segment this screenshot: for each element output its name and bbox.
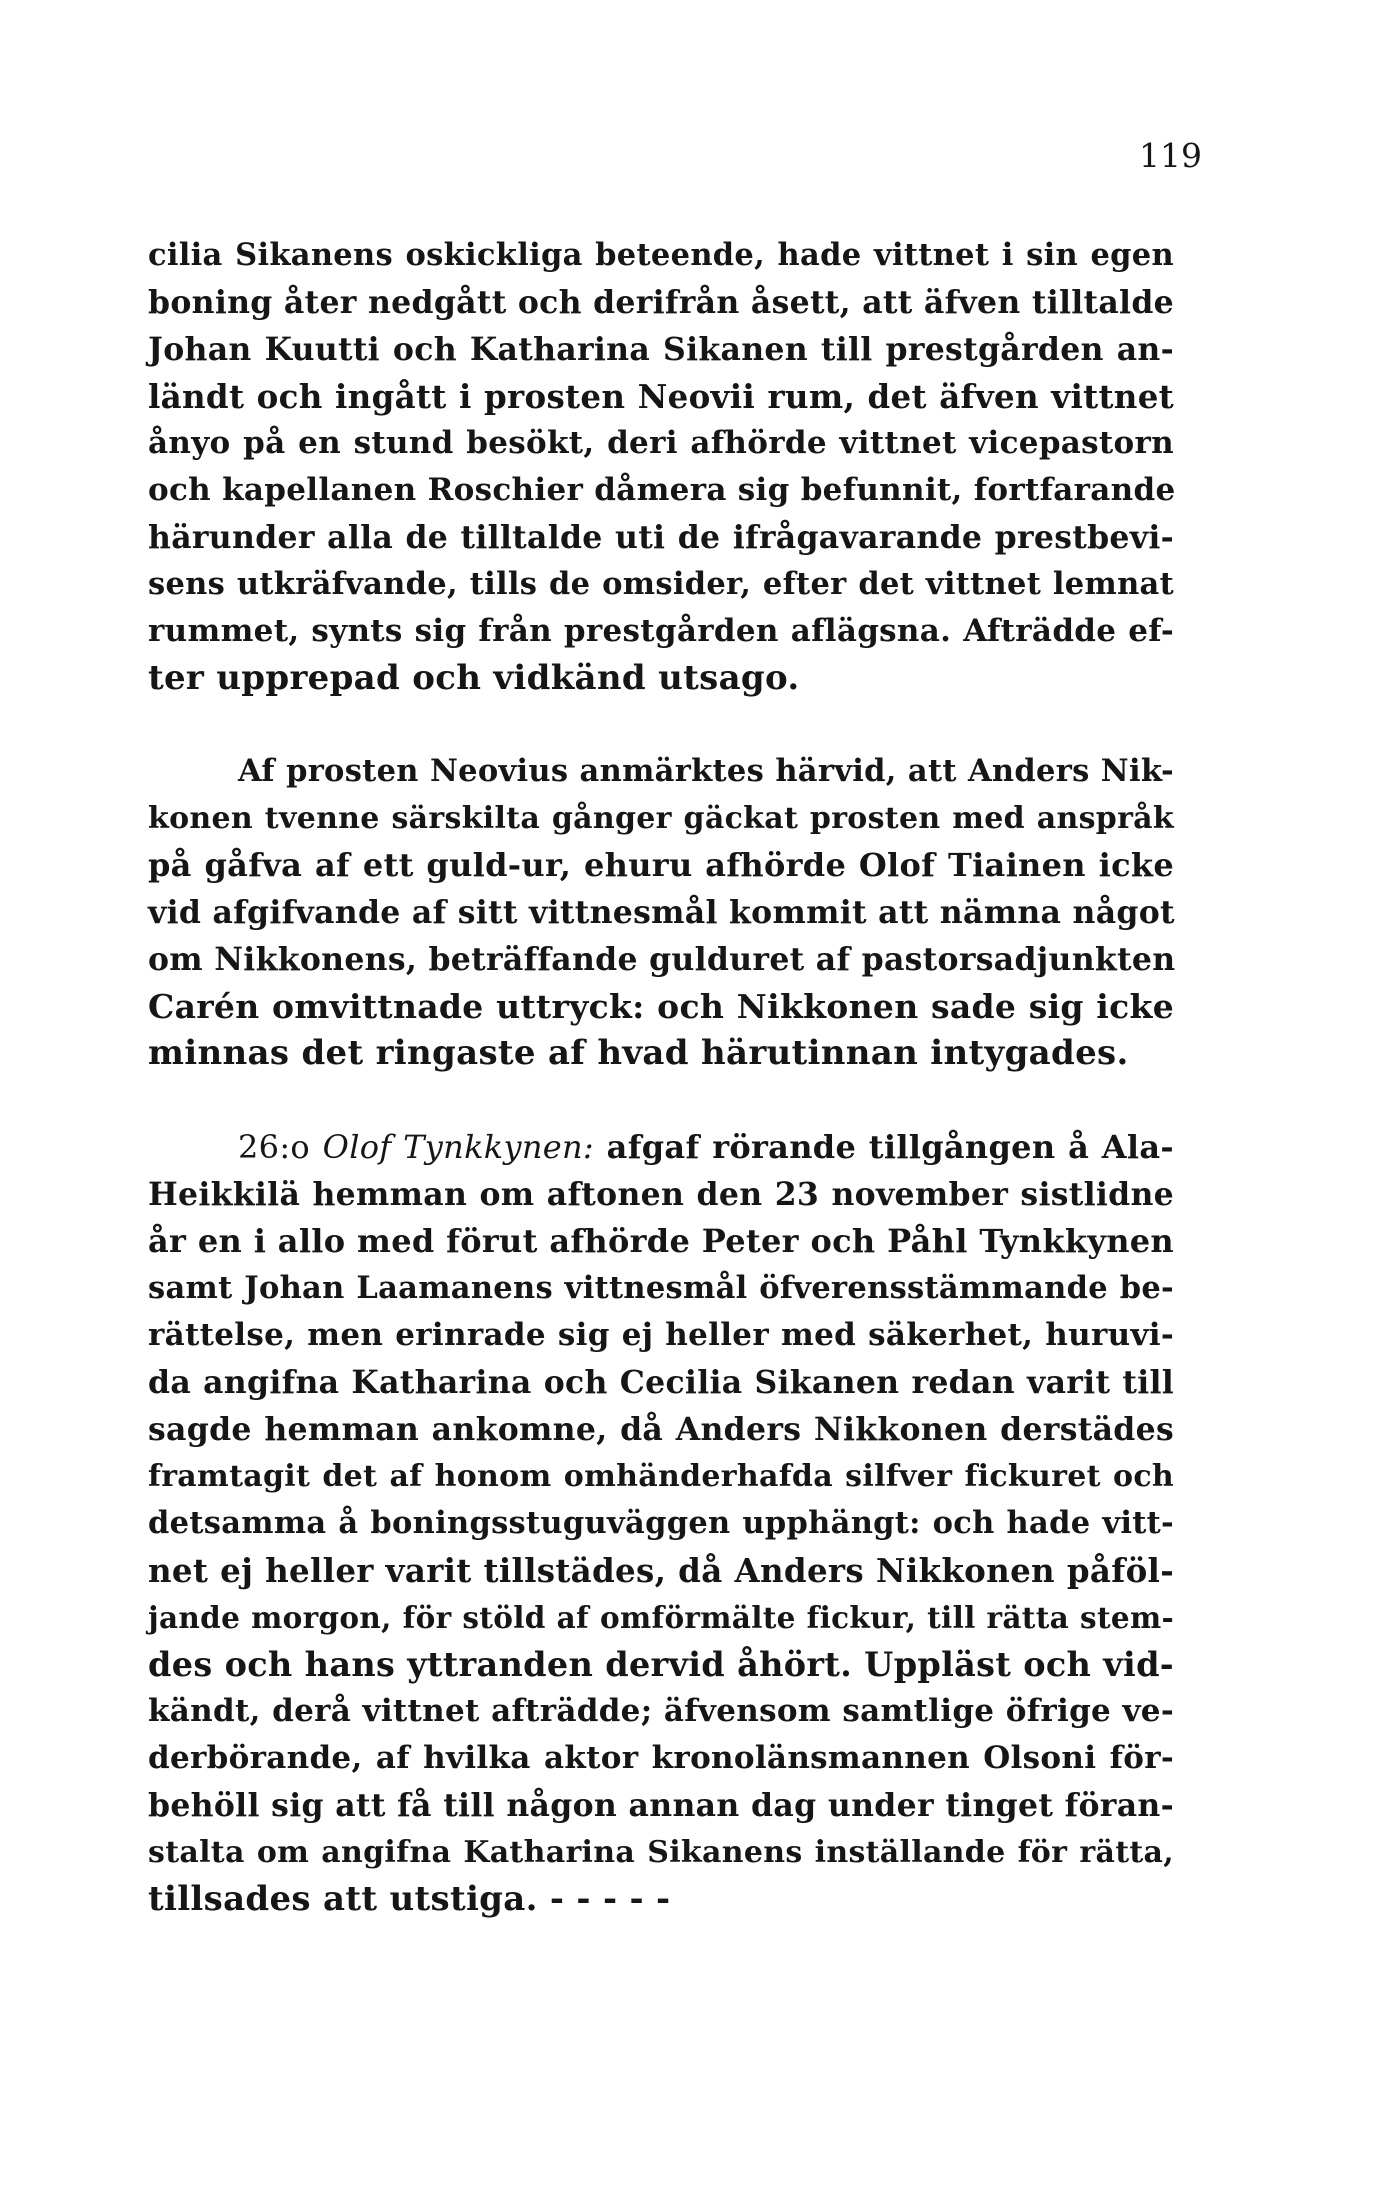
text-line: konen tvenne särskilta gånger gäckat prosten med anspråk — [148, 801, 1174, 836]
text-line: ter upprepad och vidkänd utsago. — [148, 658, 800, 698]
text-line: sens utkräfvande, tills de omsider, efter det vittnet lemnat — [148, 566, 1174, 602]
text-line: ländt och ingått i prosten Neovii rum, det äfven vittnet — [148, 377, 1174, 416]
paragraph-2 — [148, 748, 1174, 1077]
text-line: och kapellanen Roschier dåmera sig befunnit, fortfarande — [148, 472, 1176, 508]
text-line: da angifna Katharina och Cecilia Sikanen redan varit till — [148, 1364, 1174, 1401]
text-line: Af prosten Neovius anmärktes härvid, att Anders Nik- — [238, 753, 1174, 789]
page-number: 119 — [1139, 136, 1202, 175]
text-line: net ej heller varit tillstädes, då Anders Nikkonen påföl- — [148, 1551, 1174, 1590]
text-line: boning åter nedgått och derifrån åsett, att äfven tilltalde — [148, 284, 1174, 321]
text-line: rummet, synts sig från prestgården aflägsna. Afträdde ef- — [148, 613, 1174, 649]
text-line: framtagit det af honom omhänderhafda silfver fickuret och — [148, 1459, 1174, 1494]
text-line: Johan Kuutti och Katharina Sikanen till prestgården an- — [148, 331, 1174, 368]
text-line: samt Johan Laamanens vittnesmål öfverensstämmande be- — [148, 1270, 1174, 1306]
first-line-text: afgaf rörande tillgången å Ala- — [606, 1128, 1174, 1166]
text-line: des och hans yttranden dervid åhört. Uppläst och vid- — [148, 1645, 1174, 1684]
text-line: vid afgifvande af sitt vittnesmål kommit att nämna något — [148, 894, 1175, 931]
text-line: stalta om angifna Katharina Sikanens inställande för rätta, — [148, 1835, 1174, 1870]
text-line: ånyo på en stund besökt, deri afhörde vittnet vicepastorn — [148, 425, 1174, 461]
text-line: om Nikkonens, beträffande gulduret af pastorsadjunkten — [148, 941, 1176, 978]
text-line: behöll sig att få till någon annan dag under tinget föran- — [148, 1787, 1174, 1824]
paragraph-3 — [148, 1124, 1174, 1923]
text-line — [148, 1124, 1174, 1171]
text-line: kändt, derå vittnet afträdde; äfvensom samtlige öfrige ve- — [148, 1693, 1174, 1729]
text-line: Carén omvittnade uttryck: och Nikkonen sade sig icke — [148, 987, 1174, 1026]
text-line: derbörande, af hvilka aktor kronolänsmannen Olsoni för- — [148, 1740, 1174, 1776]
text-line: på gåfva af ett guld-ur, ehuru afhörde Olof Tiainen icke — [148, 846, 1174, 884]
paragraph-1 — [148, 232, 1174, 702]
text-line: cilia Sikanens oskickliga beteende, hade vittnet i sin egen — [148, 237, 1174, 273]
text-line: detsamma å boningsstuguväggen upphängt: och hade vitt- — [148, 1505, 1174, 1541]
paragraph-number: 26:o — [238, 1128, 310, 1166]
text-line: rättelse, men erinrade sig ej heller med säkerhet, huruvi- — [148, 1317, 1174, 1353]
text-line: härunder alla de tilltalde uti de ifrågavarande prestbevi- — [148, 519, 1174, 556]
text-line: minnas det ringaste af hvad härutinnan intygades. — [148, 1033, 1129, 1073]
text-line: sagde hemman ankomne, då Anders Nikkonen derstädes — [148, 1411, 1174, 1448]
text-line: jande morgon, för stöld af omförmälte fickur, till rätta stem- — [148, 1600, 1174, 1635]
text-line: tillsades att utstiga. - - - - - — [148, 1879, 671, 1919]
witness-name: Olof Tynkkynen: — [322, 1128, 594, 1166]
text-line: år en i allo med förut afhörde Peter och Påhl Tynkkynen — [148, 1222, 1174, 1260]
text-line: Heikkilä hemman om aftonen den 23 november sistlidne — [148, 1176, 1174, 1213]
